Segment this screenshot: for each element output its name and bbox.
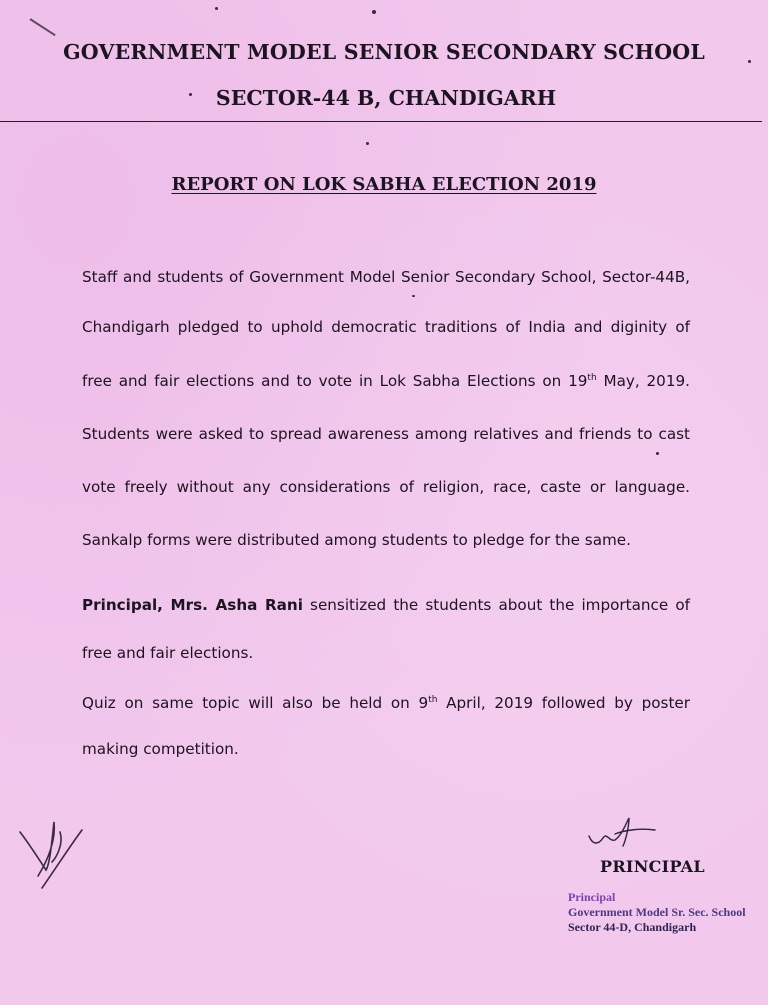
stamp-line: Principal [568, 890, 616, 904]
paragraph-2-line [82, 596, 690, 614]
text-span: April, 2019 followed by poster [437, 694, 690, 712]
paper-speck [656, 452, 659, 455]
text-span: sensitized the students about the importance of [302, 596, 690, 614]
paragraph-1-line: Students were asked to spread awareness among relatives and friends to cast [82, 425, 690, 443]
official-stamp [568, 890, 746, 935]
text-span: May, 2019. [596, 372, 690, 390]
paragraph-1-line: Chandigarh pledged to uphold democratic traditions of India and diginity of [82, 318, 690, 336]
ordinal-suffix: th [428, 694, 438, 705]
report-title: REPORT ON LOK SABHA ELECTION 2019 [171, 174, 597, 195]
paragraph-1-line: vote freely without any considerations of religion, race, caste or language. [82, 478, 690, 496]
principal-label: PRINCIPAL [600, 857, 705, 876]
stamp-line: Sector 44-D, Chandigarh [568, 920, 697, 934]
paper-mark [29, 18, 55, 36]
handwritten-signature [12, 800, 92, 890]
stamp-line: Government Model Sr. Sec. School [568, 905, 746, 919]
paper-speck [215, 7, 218, 10]
paragraph-3-line: making competition. [82, 740, 239, 758]
paragraph-3-line [82, 694, 690, 712]
paragraph-1-line: Sankalp forms were distributed among students to pledge for the same. [82, 531, 631, 549]
paper-speck [412, 295, 415, 297]
principal-signature [585, 812, 660, 852]
header-divider [0, 121, 762, 122]
paragraph-1-line [82, 372, 690, 390]
school-location-heading: SECTOR-44 B, CHANDIGARH [215, 86, 557, 110]
paragraph-2-line: free and fair elections. [82, 644, 254, 662]
principal-name: Principal, Mrs. Asha Rani [82, 596, 303, 614]
school-name-heading: GOVERNMENT MODEL SENIOR SECONDARY SCHOOL [63, 40, 705, 64]
paper-speck [372, 10, 376, 14]
text-span: free and fair elections and to vote in Lok Sabha Elections on 19 [82, 372, 588, 390]
ordinal-suffix: th [587, 372, 597, 383]
text-span: Quiz on same topic will also be held on 9 [82, 694, 429, 712]
paper-speck [366, 142, 369, 145]
paragraph-1-line: Staff and students of Government Model Senior Secondary School, Sector-44B, [82, 268, 690, 286]
